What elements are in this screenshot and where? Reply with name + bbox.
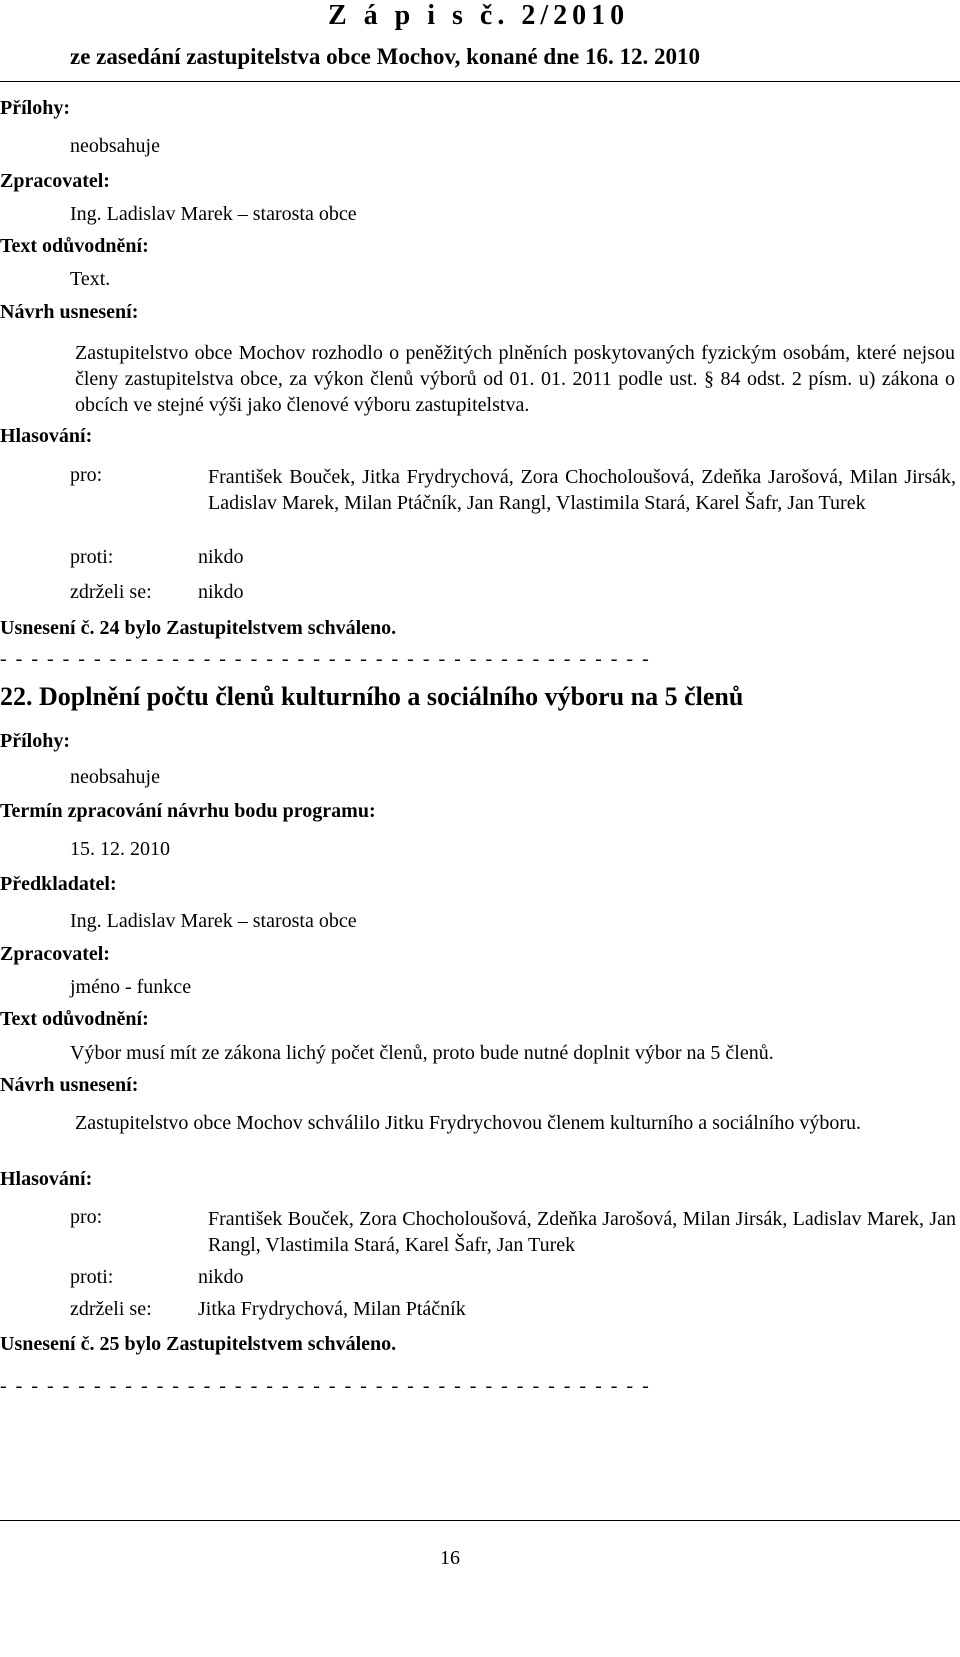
separator-line: - - - - - - - - - - - - - - - - - - - - - - - - - - - - - - - - - - - - - - - - - - — [0, 1375, 651, 1397]
deadline-label: Termín zpracování návrhu bodu programu: — [0, 800, 376, 822]
separator-line: - - - - - - - - - - - - - - - - - - - - - - - - - - - - - - - - - - - - - - - - - - — [0, 648, 651, 670]
justification-value: Výbor musí mít ze zákona lichý počet členů, proto bude nutné doplnit výbor na 5 členů. — [70, 1042, 774, 1064]
vote-against-value: nikdo — [198, 1266, 244, 1288]
footer-rule — [0, 1520, 960, 1521]
proposal-label: Návrh usnesení: — [0, 1074, 139, 1096]
vote-abstain-value: nikdo — [198, 581, 244, 603]
attachments-value: neobsahuje — [70, 766, 160, 788]
resolution-text: Usnesení č. 25 bylo Zastupitelstvem schváleno. — [0, 1333, 397, 1355]
vote-against-label: proti: — [70, 546, 114, 568]
processor-label: Zpracovatel: — [0, 170, 110, 192]
vote-abstain-value: Jitka Frydrychová, Milan Ptáčník — [198, 1298, 466, 1320]
vote-abstain-label: zdrželi se: — [70, 581, 152, 603]
voting-label: Hlasování: — [0, 1168, 93, 1190]
attachments-label: Přílohy: — [0, 730, 70, 752]
document-subtitle: ze zasedání zastupitelstva obce Mochov, konané dne 16. 12. 2010 — [70, 44, 700, 69]
processor-value: Ing. Ladislav Marek – starosta obce — [70, 203, 357, 225]
vote-against-value: nikdo — [198, 546, 244, 568]
resolution-text: Usnesení č. 24 bylo Zastupitelstvem schváleno. — [0, 617, 397, 639]
submitter-label: Předkladatel: — [0, 873, 117, 895]
attachments-value: neobsahuje — [70, 135, 160, 157]
deadline-value: 15. 12. 2010 — [70, 838, 170, 860]
vote-for-names: František Bouček, Zora Chocholoušová, Zdeňka Jarošová, Milan Jirsák, Ladislav Marek, Jan Rangl, Vlastimila Stará, Karel Šafr, Jan Turek — [208, 1208, 956, 1256]
document-title: Z á p i s č. 2/2010 — [328, 0, 630, 31]
header-rule — [0, 81, 960, 82]
page-number: 16 — [440, 1547, 460, 1569]
processor-value: jméno - funkce — [70, 976, 192, 998]
attachments-label: Přílohy: — [0, 97, 70, 119]
vote-for-names: František Bouček, Jitka Frydrychová, Zora Chocholoušová, Zdeňka Jarošová, Milan Jirsák, Ladislav Marek, Milan Ptáčník, Jan Rangl, Vlastimila Stará, Karel Šafr, Jan Turek — [208, 466, 956, 514]
section-heading: 22. Doplnění počtu členů kulturního a sociálního výboru na 5 členů — [0, 682, 744, 711]
justification-label: Text odůvodnění: — [0, 235, 149, 257]
justification-value: Text. — [70, 268, 111, 290]
submitter-value: Ing. Ladislav Marek – starosta obce — [70, 910, 357, 932]
vote-for-label: pro: — [70, 464, 103, 486]
justification-label: Text odůvodnění: — [0, 1008, 149, 1030]
processor-label: Zpracovatel: — [0, 943, 110, 965]
vote-abstain-label: zdrželi se: — [70, 1298, 152, 1320]
vote-against-label: proti: — [70, 1266, 114, 1288]
proposal-label: Návrh usnesení: — [0, 301, 139, 323]
proposal-text: Zastupitelstvo obce Mochov rozhodlo o peněžitých plněních poskytovaných fyzickým osobám, které nejsou členy zastupitelstva obce, za výkon členů výborů od 01. 01. 2011 podle ust. § 84 odst. 2 písm. u) zákona o obcích ve stejné výši jako členové výboru zastupitelstva. — [75, 342, 955, 416]
vote-for-label: pro: — [70, 1206, 103, 1228]
voting-label: Hlasování: — [0, 425, 93, 447]
proposal-text: Zastupitelstvo obce Mochov schválilo Jitku Frydrychovou členem kulturního a sociálního výboru. — [75, 1112, 861, 1134]
